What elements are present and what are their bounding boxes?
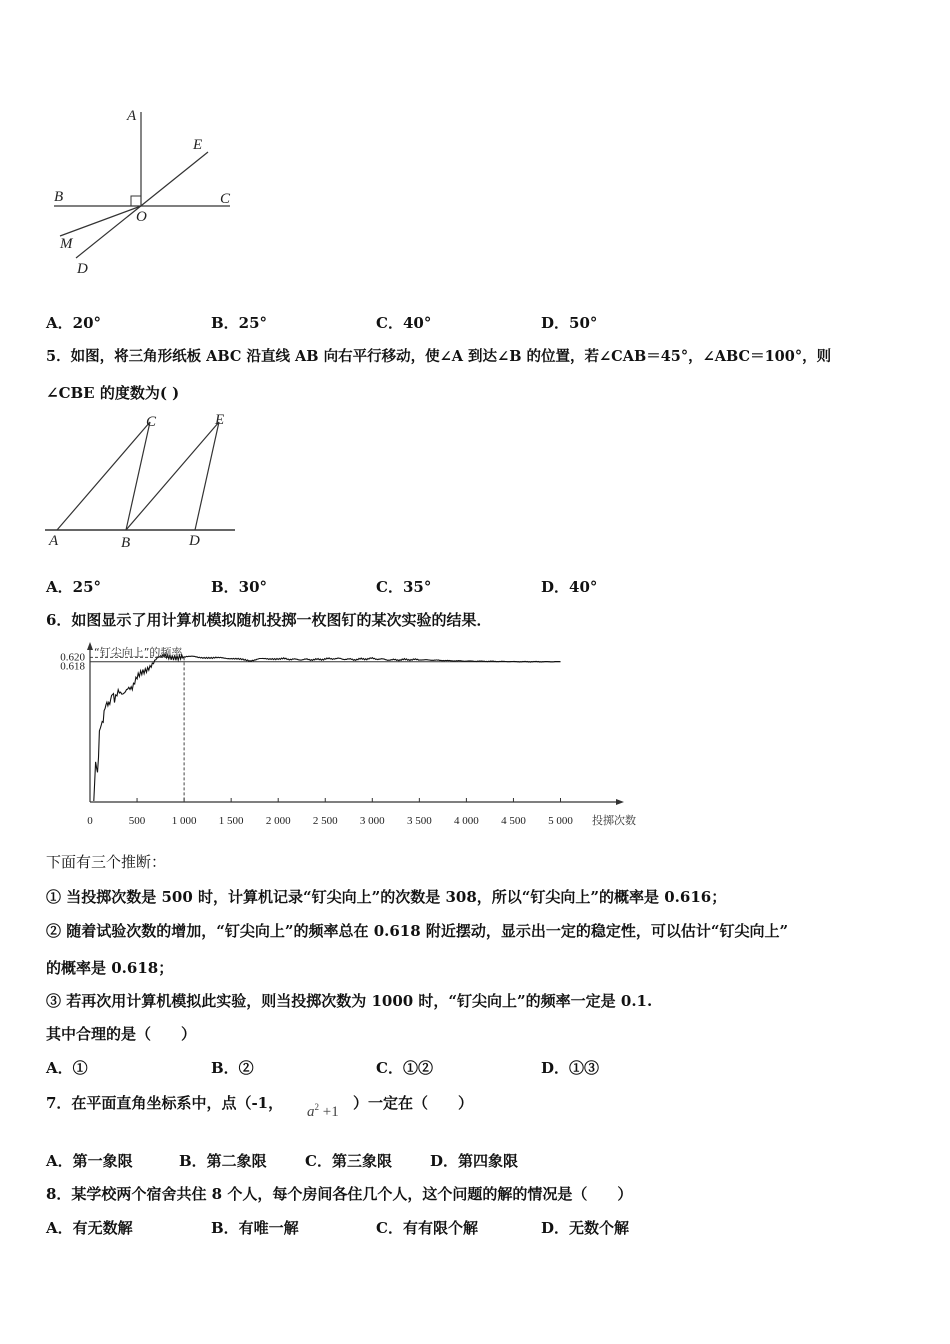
q7-math-base: a (307, 1104, 315, 1120)
q6-option-b[interactable]: B．② (211, 1059, 254, 1077)
label-d: D (77, 261, 88, 277)
q5-stem-line2: ∠CBE 的度数为( ) (46, 384, 180, 402)
q7-option-c[interactable]: C．第三象限 (305, 1152, 392, 1170)
y-axis-title: “钉尖向上”的频率 (94, 646, 183, 659)
q5-option-d[interactable]: D．40° (541, 578, 598, 596)
x-tick-label: 500 (128, 815, 146, 827)
series-frequency-line (94, 654, 561, 801)
label-a: A (49, 533, 59, 549)
q7-option-b[interactable]: B．第二象限 (179, 1152, 267, 1170)
figure-angle-o (40, 100, 250, 285)
label-e: E (215, 412, 225, 428)
q7-stem-pre: 7．在平面直角坐标系中，点（-1， (46, 1094, 284, 1112)
x-axis-arrow (616, 799, 624, 805)
q8-stem: 8．某学校两个宿舍共住 8 个人，每个房间各住几个人，这个问题的解的情况是（ ） (46, 1185, 633, 1203)
x-tick-label: 3 500 (406, 815, 432, 827)
y-tick-label: 0.620 (60, 651, 85, 664)
q6-intro: 下面有三个推断： (46, 853, 167, 871)
q7-option-a[interactable]: A．第一象限 (46, 1152, 133, 1170)
x-tick-label: 3 000 (359, 815, 385, 827)
q6-statement-2a: ② 随着试验次数的增加，“钉尖向上”的频率总在 0.618 附近摆动，显示出一定的稳定性，可以估计“钉尖向上” (46, 922, 789, 940)
line-ed (76, 152, 208, 258)
q6-stem: 6．如图显示了用计算机模拟随机投掷一枚图钉的某次实验的结果． (46, 611, 492, 629)
q4-option-a[interactable]: A．20° (46, 314, 102, 332)
x-tick-label: 0 (87, 815, 93, 827)
q8-option-a[interactable]: A．有无数解 (46, 1219, 133, 1237)
q5-option-a[interactable]: A．25° (46, 578, 102, 596)
x-axis-title: 投掷次数 (592, 814, 636, 827)
q6-option-a[interactable]: A．① (46, 1059, 88, 1077)
q5-stem-line1: 5．如图，将三角形纸板 ABC 沿直线 AB 向右平行移动，使∠A 到达∠B 的位置，若∠CAB＝45°，∠ABC＝100°，则 (46, 348, 832, 365)
label-a: A (127, 108, 137, 124)
label-d: D (189, 533, 200, 549)
q6-question: 其中合理的是（ ） (46, 1025, 197, 1043)
q7-math-rest: +1 (319, 1104, 339, 1120)
x-tick-label: 1 000 (171, 815, 197, 827)
x-tick-label: 2 000 (265, 815, 291, 827)
x-tick-label: 2 500 (312, 815, 338, 827)
label-b: B (54, 189, 64, 205)
line-om (60, 206, 141, 236)
x-tick-label: 4 500 (501, 815, 526, 827)
x-tick-label: 4 000 (454, 815, 479, 827)
label-o: O (136, 209, 147, 225)
y-axis-arrow (87, 642, 93, 650)
label-e: E (193, 137, 203, 153)
q6-option-c[interactable]: C．①② (376, 1059, 433, 1077)
q5-option-b[interactable]: B．30° (211, 578, 268, 596)
x-tick-label: 5 000 (548, 815, 573, 827)
q7-math-sup: 2 (314, 1102, 319, 1112)
q8-option-b[interactable]: B．有唯一解 (211, 1219, 299, 1237)
label-c: C (146, 414, 157, 430)
frequency-chart (46, 640, 658, 832)
q6-option-d[interactable]: D．①③ (541, 1059, 600, 1077)
q4-option-b[interactable]: B．25° (211, 314, 268, 332)
x-tick-label: 1 500 (218, 815, 244, 827)
q4-option-d[interactable]: D．50° (541, 314, 598, 332)
q4-option-c[interactable]: C．40° (376, 314, 432, 332)
q7-math-expression (307, 1102, 339, 1121)
triangle-bde (126, 422, 219, 530)
q8-option-d[interactable]: D．无数个解 (541, 1219, 630, 1237)
y-tick-label: 0.618 (60, 660, 85, 673)
label-c: C (220, 191, 231, 207)
q6-statement-3: ③ 若再次用计算机模拟此实验，则当投掷次数为 1000 时，“钉尖向上”的频率一定是 0.1. (46, 992, 653, 1010)
q8-option-c[interactable]: C．有有限个解 (376, 1219, 478, 1237)
right-angle-mark (131, 196, 141, 206)
label-m: M (60, 236, 73, 252)
triangle-abc (57, 422, 150, 530)
q5-option-c[interactable]: C．35° (376, 578, 432, 596)
q6-statement-2b: 的概率是 0.618； (46, 959, 174, 977)
q7-stem-post: ）一定在（ ） (353, 1094, 474, 1112)
q6-statement-1: ① 当投掷次数是 500 时，计算机记录“钉尖向上”的次数是 308，所以“钉尖向上”的概率是 0.616； (46, 888, 727, 906)
figure-triangle-shift (40, 408, 245, 553)
label-b: B (121, 535, 131, 551)
q7-option-d[interactable]: D．第四象限 (430, 1152, 519, 1170)
